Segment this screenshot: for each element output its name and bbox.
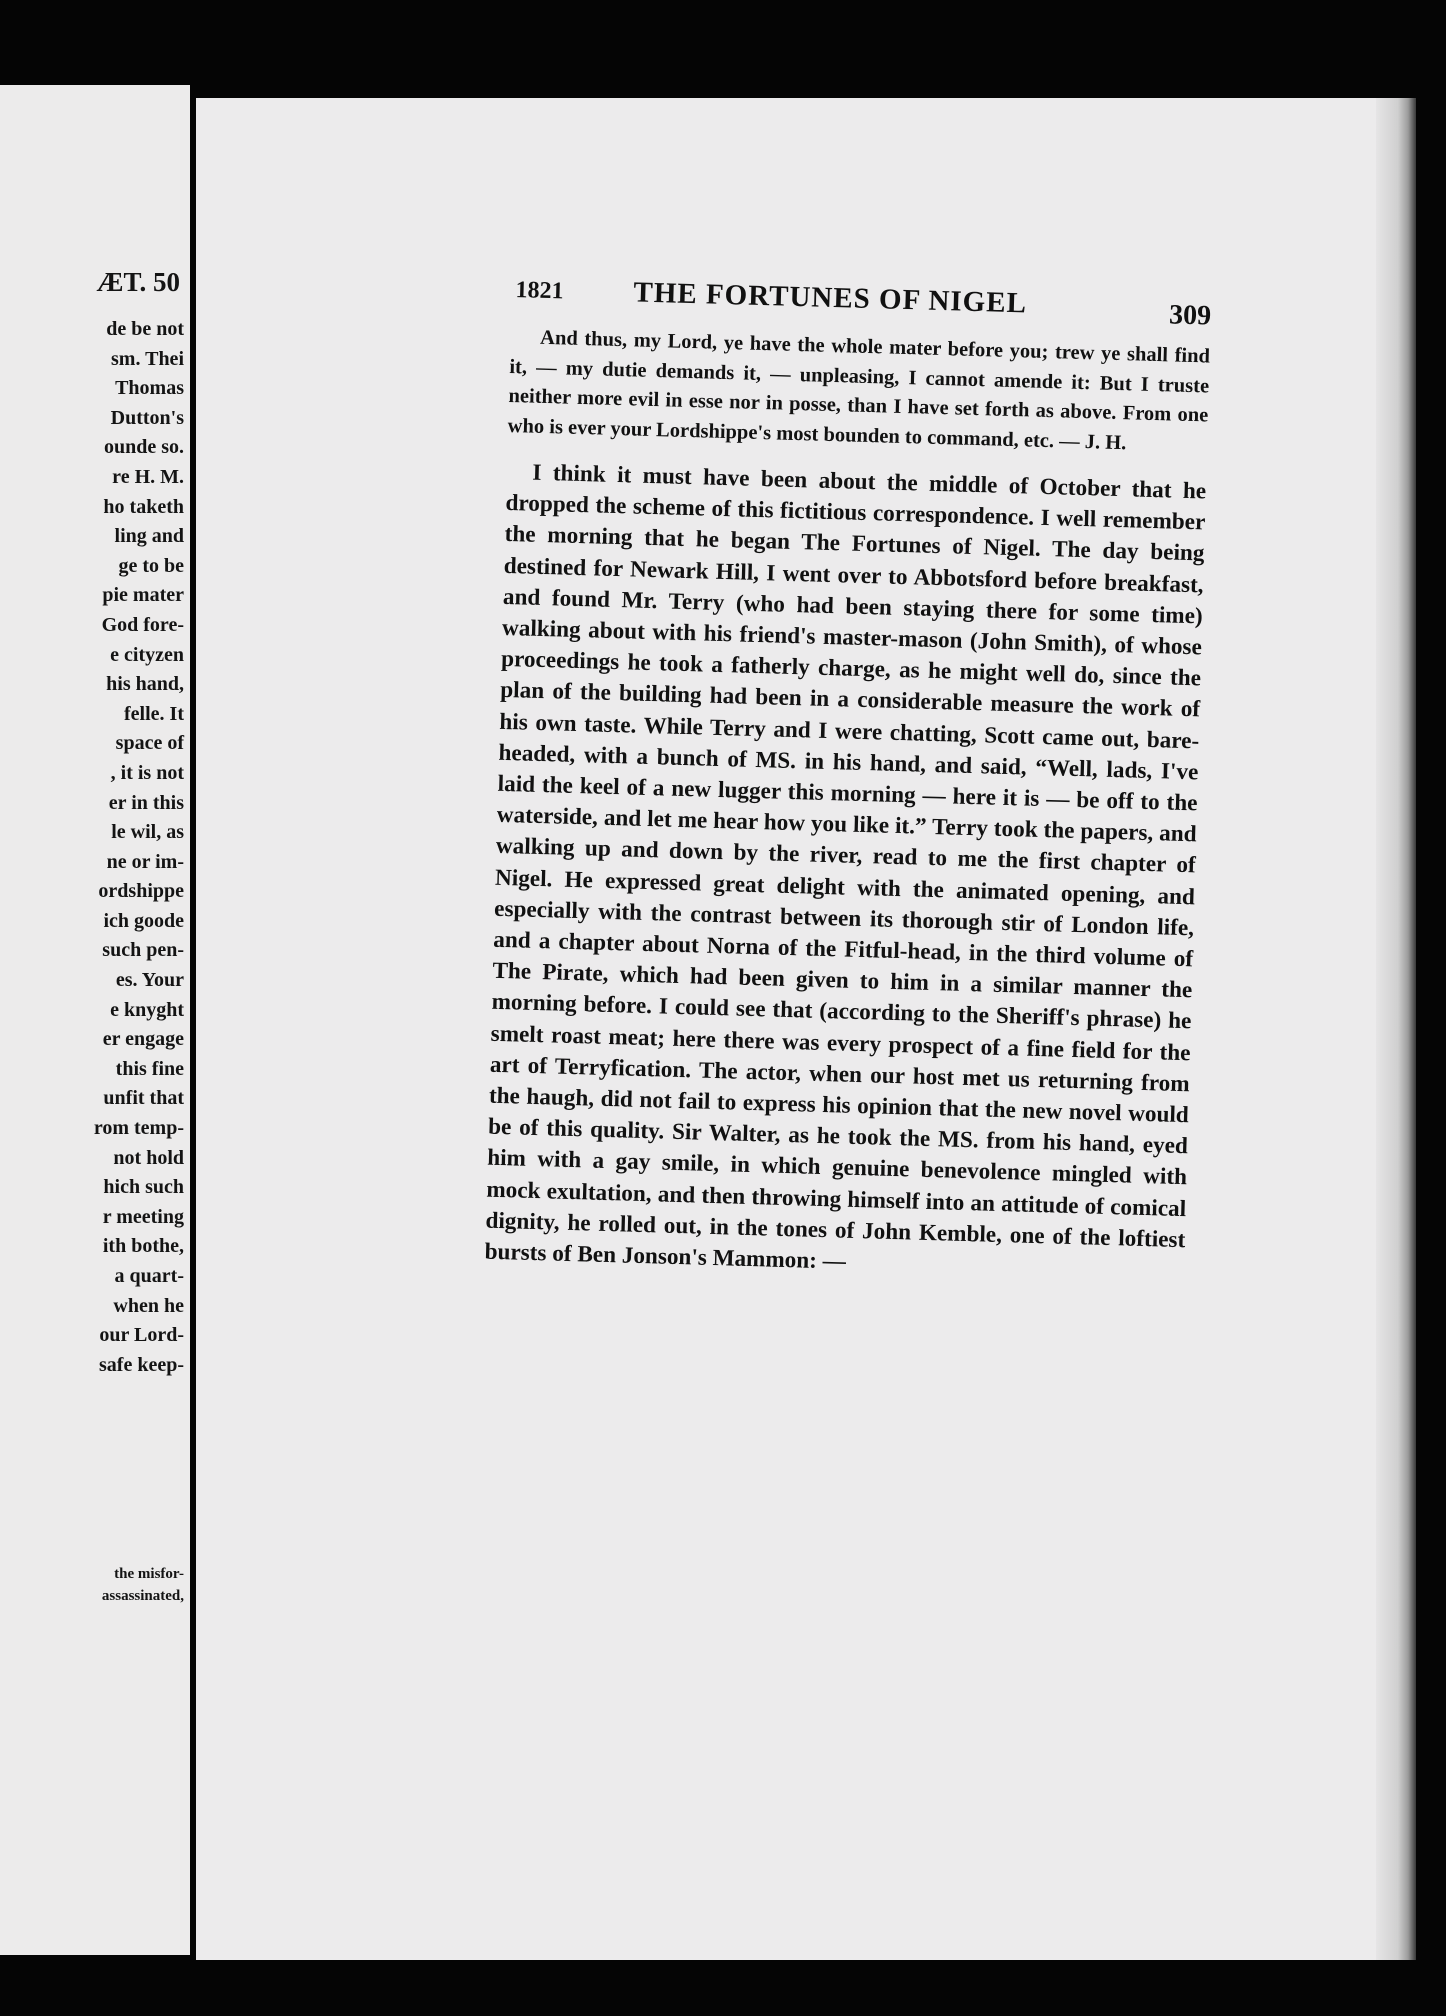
left-line: hich such [103,1176,184,1199]
left-line: er in this [108,791,184,814]
left-page-lines [94,315,184,1380]
left-line: God fore- [101,613,184,636]
left-line: er engage [102,1028,184,1051]
left-line: not hold [113,1146,184,1169]
left-line: e knyght [110,998,184,1021]
left-line: rom temp- [93,1117,184,1140]
left-line: es. Your [115,969,184,992]
left-line: ordshippe [98,880,184,903]
page-number: 309 [1168,299,1212,332]
body-paragraph: I think it must have been about the middle of October that he dropped the scheme of this fictitious correspondence. I well remember the morning that he began The Fortunes of Nigel. The day being destined for Newark Hill, I went over to Abbotsford before breakfast, and found Mr. Terry (who had been staying there for some time) walking about with his friend's master-mason (John Smith), of whose proceedings he took a fatherly charge, as he might well do, since the plan of the building had been in a considerable measure the work of his own taste. While Terry and I were chatting, Scott came out, bare-headed, with a bunch of MS. in his hand, and said, “Well, lads, I've laid the keel of a new lugger this morning — here it is — be off to the waterside, and let me hear how you like it.” Terry took the papers, and walking up and down by the river, read to me the first chapter of Nigel. He expressed great delight with the animated opening, and especially with the contrast between its thorough stir of London life, and a chapter about Norna of the Fitful-head, in the third volume of The Pirate, which had been given to him in a similar manner the morning before. I could see that (according to the Sheriff's phrase) he smelt roast meat; here there was every prospect of a fine field for the art of Terryfication. The actor, when our host met us returning from the haugh, did not fail to express his opinion that the new novel would be of this quality. Sir Walter, as he took the MS. from his hand, eyed him with a gay smile, in which genuine benevolence mingled with mock exultation, and then throwing himself into an attitude of comical dignity, he rolled out, in the tones of John Kemble, one of the loftiest bursts of Ben Jonson's Mammon: — [484,459,1207,1275]
running-head-title: THE FORTUNES OF NIGEL [633,276,1028,320]
left-line: de be not [106,318,184,340]
left-line: pie mater [102,584,184,607]
page-edge-shadow [1376,98,1416,1960]
left-page-fragment [0,85,190,1955]
left-footnote-line: the misfor- [114,1566,184,1582]
left-line: le wil, as [111,821,184,844]
letter-closing-paragraph: And thus, my Lord, ye have the whole mater before you; trew ye shall find it, — my dutie demands it, — unpleasing, I cannot amende it: But I truste neither more evil in esse nor in posse, than I have set forth as above. From one who is ever your Lordshippe's most bounden to command, etc. — J. H. [507,326,1211,454]
left-line: , it is not [110,761,184,784]
left-line: ich goode [103,909,184,932]
left-page-footnotes [102,1563,184,1607]
left-line: when he [113,1294,184,1317]
left-line: ling and [114,525,184,548]
right-page [196,98,1416,1960]
left-line: this fine [115,1057,184,1080]
left-page-header: ÆT. 50 [96,267,180,297]
left-line: space of [115,732,184,755]
page-text-block [484,273,1212,1287]
left-footnote-line: assassinated, [101,1588,184,1604]
left-line: our Lord- [99,1324,184,1347]
left-line: such pen- [102,939,184,962]
left-line: safe keep- [99,1353,184,1376]
left-line: his hand, [106,673,184,696]
left-line: unfit that [103,1087,184,1110]
left-line: Thomas [115,377,184,400]
left-line: a quart- [114,1265,184,1287]
left-line: ith bothe, [102,1235,184,1258]
left-line: ge to be [118,554,184,577]
left-line: r meeting [102,1205,184,1228]
left-line: Dutton's [110,406,184,429]
left-line: ne or im- [106,850,184,873]
left-line: e cityzen [110,643,184,666]
left-line: ho taketh [103,495,184,518]
left-line: sm. Thei [111,347,184,370]
left-line: re H. M. [112,465,184,488]
left-line: felle. It [124,702,184,725]
running-head-year: 1821 [515,277,564,305]
left-line: ounde so. [103,436,184,459]
